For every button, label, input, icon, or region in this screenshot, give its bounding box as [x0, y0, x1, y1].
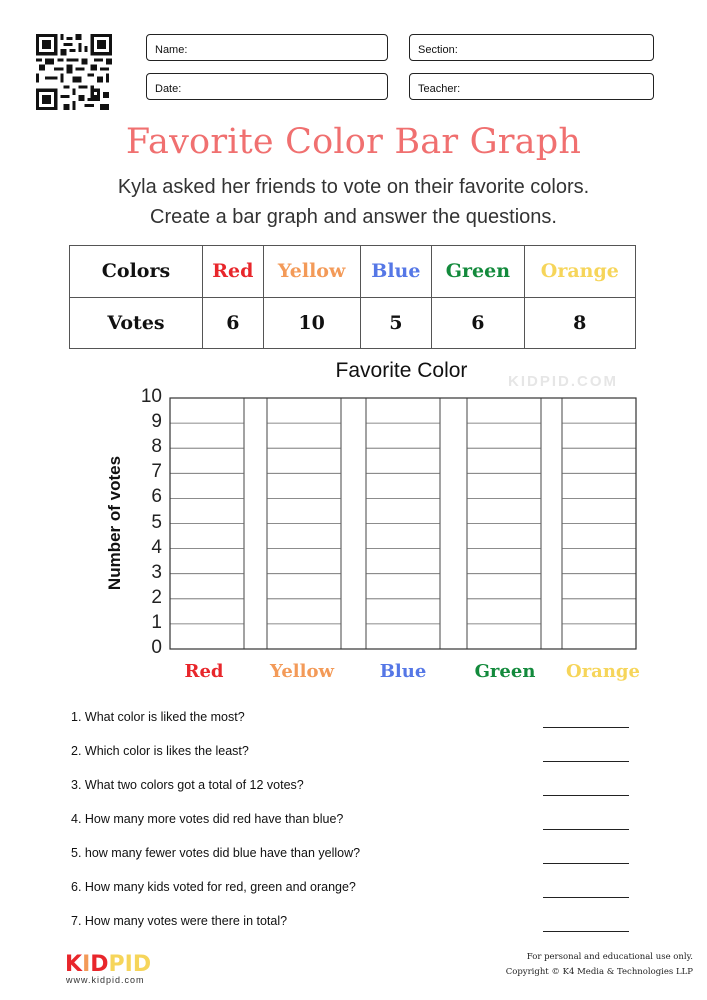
y-tick-label: 3 — [151, 561, 162, 583]
x-category-label: Green — [474, 661, 536, 682]
x-category-label: Yellow — [270, 661, 334, 682]
intro-line-1: Kyla asked her friends to vote on their favorite colors. — [117, 176, 590, 198]
y-tick-label: 6 — [151, 486, 162, 508]
date-label: Date: — [155, 83, 182, 95]
vote-count-cell: 6 — [432, 297, 524, 349]
x-category-label: Orange — [566, 661, 640, 682]
footer-copyright: Copyright © K4 Media & Technologies LLP — [505, 967, 693, 977]
y-tick-label: 10 — [140, 386, 162, 407]
y-tick-label: 2 — [151, 586, 162, 608]
logo-letter: I — [82, 952, 91, 974]
y-tick-label: 7 — [151, 461, 162, 483]
y-tick-label: 9 — [151, 411, 162, 433]
colors-row-label: Colors — [70, 246, 203, 298]
y-tick-label: 4 — [151, 536, 162, 558]
answer-line[interactable] — [543, 829, 629, 830]
y-tick-label: 5 — [151, 511, 162, 533]
x-category-label: Blue — [379, 661, 427, 682]
y-tick-label: 8 — [151, 436, 162, 458]
teacher-label: Teacher: — [418, 83, 461, 95]
x-category-label: Red — [184, 661, 224, 682]
logo-letter: K — [65, 952, 83, 974]
logo-letter: P — [108, 952, 125, 974]
answer-line[interactable] — [543, 863, 629, 864]
y-tick-label: 1 — [151, 611, 162, 633]
color-cell: Green — [432, 246, 524, 298]
logo-letter: I — [124, 952, 133, 974]
answer-line[interactable] — [543, 897, 629, 898]
votes-row-label: Votes — [70, 297, 203, 349]
vote-count-cell: 5 — [360, 297, 432, 349]
color-cell: Orange — [524, 246, 635, 298]
svg-text:KIDPID — [65, 952, 151, 974]
vote-count-cell: 10 — [263, 297, 360, 349]
logo-letter: D — [90, 952, 109, 974]
logo-url: www.kidpid.com — [66, 975, 145, 985]
answer-line[interactable] — [543, 727, 629, 728]
question-text: 2. Which color is likes the least? — [71, 744, 249, 758]
question-text: 4. How many more votes did red have than blue? — [71, 812, 344, 826]
vote-count-cell: 8 — [524, 297, 635, 349]
question-text: 6. How many kids voted for red, green and orange? — [71, 880, 356, 894]
logo-letter: D — [132, 952, 152, 974]
section-label: Section: — [418, 44, 458, 56]
chart-title: Favorite Color — [335, 359, 468, 382]
y-axis-label: Number of votes — [105, 455, 124, 591]
footer-usage-note: For personal and educational use only. — [526, 952, 693, 962]
intro-line-2: Create a bar graph and answer the questions. — [150, 206, 557, 228]
color-cell: Red — [203, 246, 264, 298]
color-cell: Yellow — [263, 246, 360, 298]
question-text: 1. What color is liked the most? — [71, 710, 245, 724]
question-text: 5. how many fewer votes did blue have than yellow? — [71, 846, 361, 860]
answer-line[interactable] — [543, 761, 629, 762]
name-label: Name: — [155, 44, 188, 56]
color-cell: Blue — [360, 246, 432, 298]
kidpid-logo — [65, 950, 157, 974]
watermark: KIDPID.COM — [508, 373, 618, 390]
answer-line[interactable] — [543, 931, 629, 932]
vote-count-cell: 6 — [203, 297, 264, 349]
answer-line[interactable] — [543, 795, 629, 796]
question-text: 7. How many votes were there in total? — [71, 914, 288, 928]
page-title: Favorite Color Bar Graph — [125, 122, 582, 162]
y-tick-label: 0 — [151, 637, 162, 658]
question-text: 3. What two colors got a total of 12 votes? — [71, 778, 304, 792]
